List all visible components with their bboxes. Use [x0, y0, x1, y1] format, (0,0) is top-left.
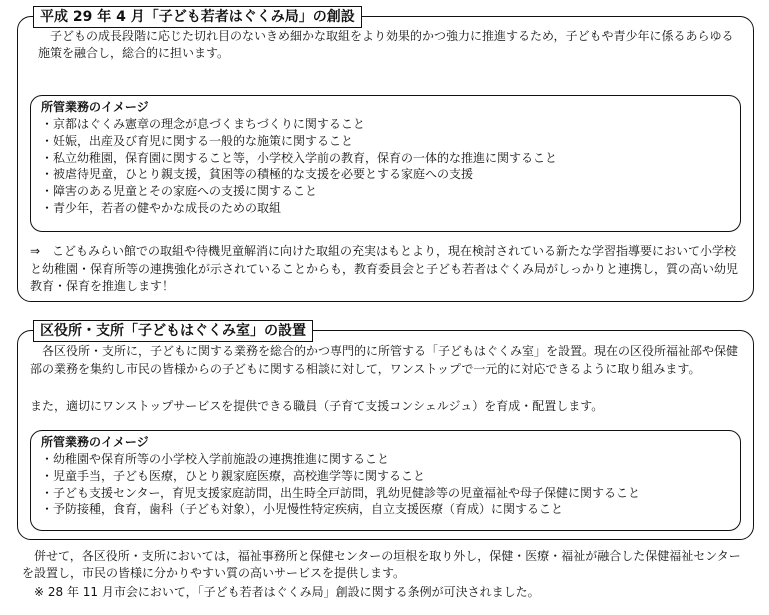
section2-duties-box [30, 430, 741, 531]
section1-duties-list [41, 116, 740, 217]
list-item: ・子ども支援センター，育児支援家庭訪問，出生時全戸訪問，乳幼児健診等の児童福祉や母子保健に関すること [41, 485, 641, 500]
list-item: ・妊娠，出産及び育児に関する一般的な施策に関すること [41, 133, 354, 148]
footer-paragraph: 併せて，各区役所・支所においては，福祉事務所と保健センターの垣根を取り外し，保健・医療・福祉が融合した保健福祉センターを設置し，市民の皆様に分かりやすい質の高いサービスを提供します。 [22, 549, 741, 580]
list-item: ・私立幼稚園，保育園に関すること等，小学校入学前の教育，保育の一体的な推進に関すること [41, 150, 558, 165]
section1-duties-title: 所管業務のイメージ [41, 100, 149, 114]
list-item: ・予防接種，食育，歯科（子ども対象），小児慢性特定疾病，自立支援医療（育成）に関すること [41, 502, 564, 517]
list-item: ・児童手当，子ども医療，ひとり親家庭医療，高校進学等に関すること [41, 468, 426, 483]
section2-intro: 各区役所・支所に，子どもに関する業務を総合的かつ専門的に所管する「子どもはぐくみ室」を設置。現在の区役所福祉部や保健部の業務を集約し市民の皆様からの子どもに関する相談に対して，ワンストップで一元的に対応できるように取り組みます。 [30, 344, 739, 376]
footer-note: ※ 28 年 11 月市会において，「子ども若者はぐくみ局」創設に関する条例が可決されました。 [22, 585, 540, 599]
list-item: ・幼稚園や保育所等の小学校入学前施設の連携推進に関すること [41, 452, 390, 466]
section1-conclusion: ⇒ こどもみらい館での取組や待機児童解消に向けた取組の充実はもとより，現在検討されている新たな学習指導要において小学校と幼稚園・保育所等の連携強化が示されていることからも，教育委員会と子ども若者はぐくみ局がしっかりと連携し，質の高い幼児教育・保育を推進します！ [30, 244, 739, 293]
list-item: ・京都はぐくみ憲章の理念が息づくまちづくりに関すること [41, 117, 365, 131]
section1-intro: 子どもの成長段階に応じた切れ目のないきめ細かな取組をより効果的かつ強力に推進するため，子どもや青少年に係るあらゆる施策を融合し，総合的に担います。 [38, 29, 734, 60]
list-item: ・障害のある児童とその家庭への支援に関すること [41, 184, 318, 199]
section2-intro2: また，適切にワンストップサービスを提供できる職員（子育て支援コンシェルジュ）を育成・配置します。 [30, 399, 604, 413]
section1-title: 平成 29 年 4 月「子ども若者はぐくみ局」の創設 [33, 6, 362, 28]
list-item: ・青少年，若者の健やかな成長のための取組 [41, 200, 282, 215]
section2-title: 区役所・支所「子どもはぐくみ室」の設置 [33, 320, 313, 342]
list-item: ・被虐待児童，ひとり親支援，貧困等の積極的な支援を必要とする家庭への支援 [41, 167, 474, 182]
section1-duties-box [30, 95, 741, 232]
section2-duties-list [41, 451, 740, 518]
section2-duties-title: 所管業務のイメージ [41, 435, 149, 449]
